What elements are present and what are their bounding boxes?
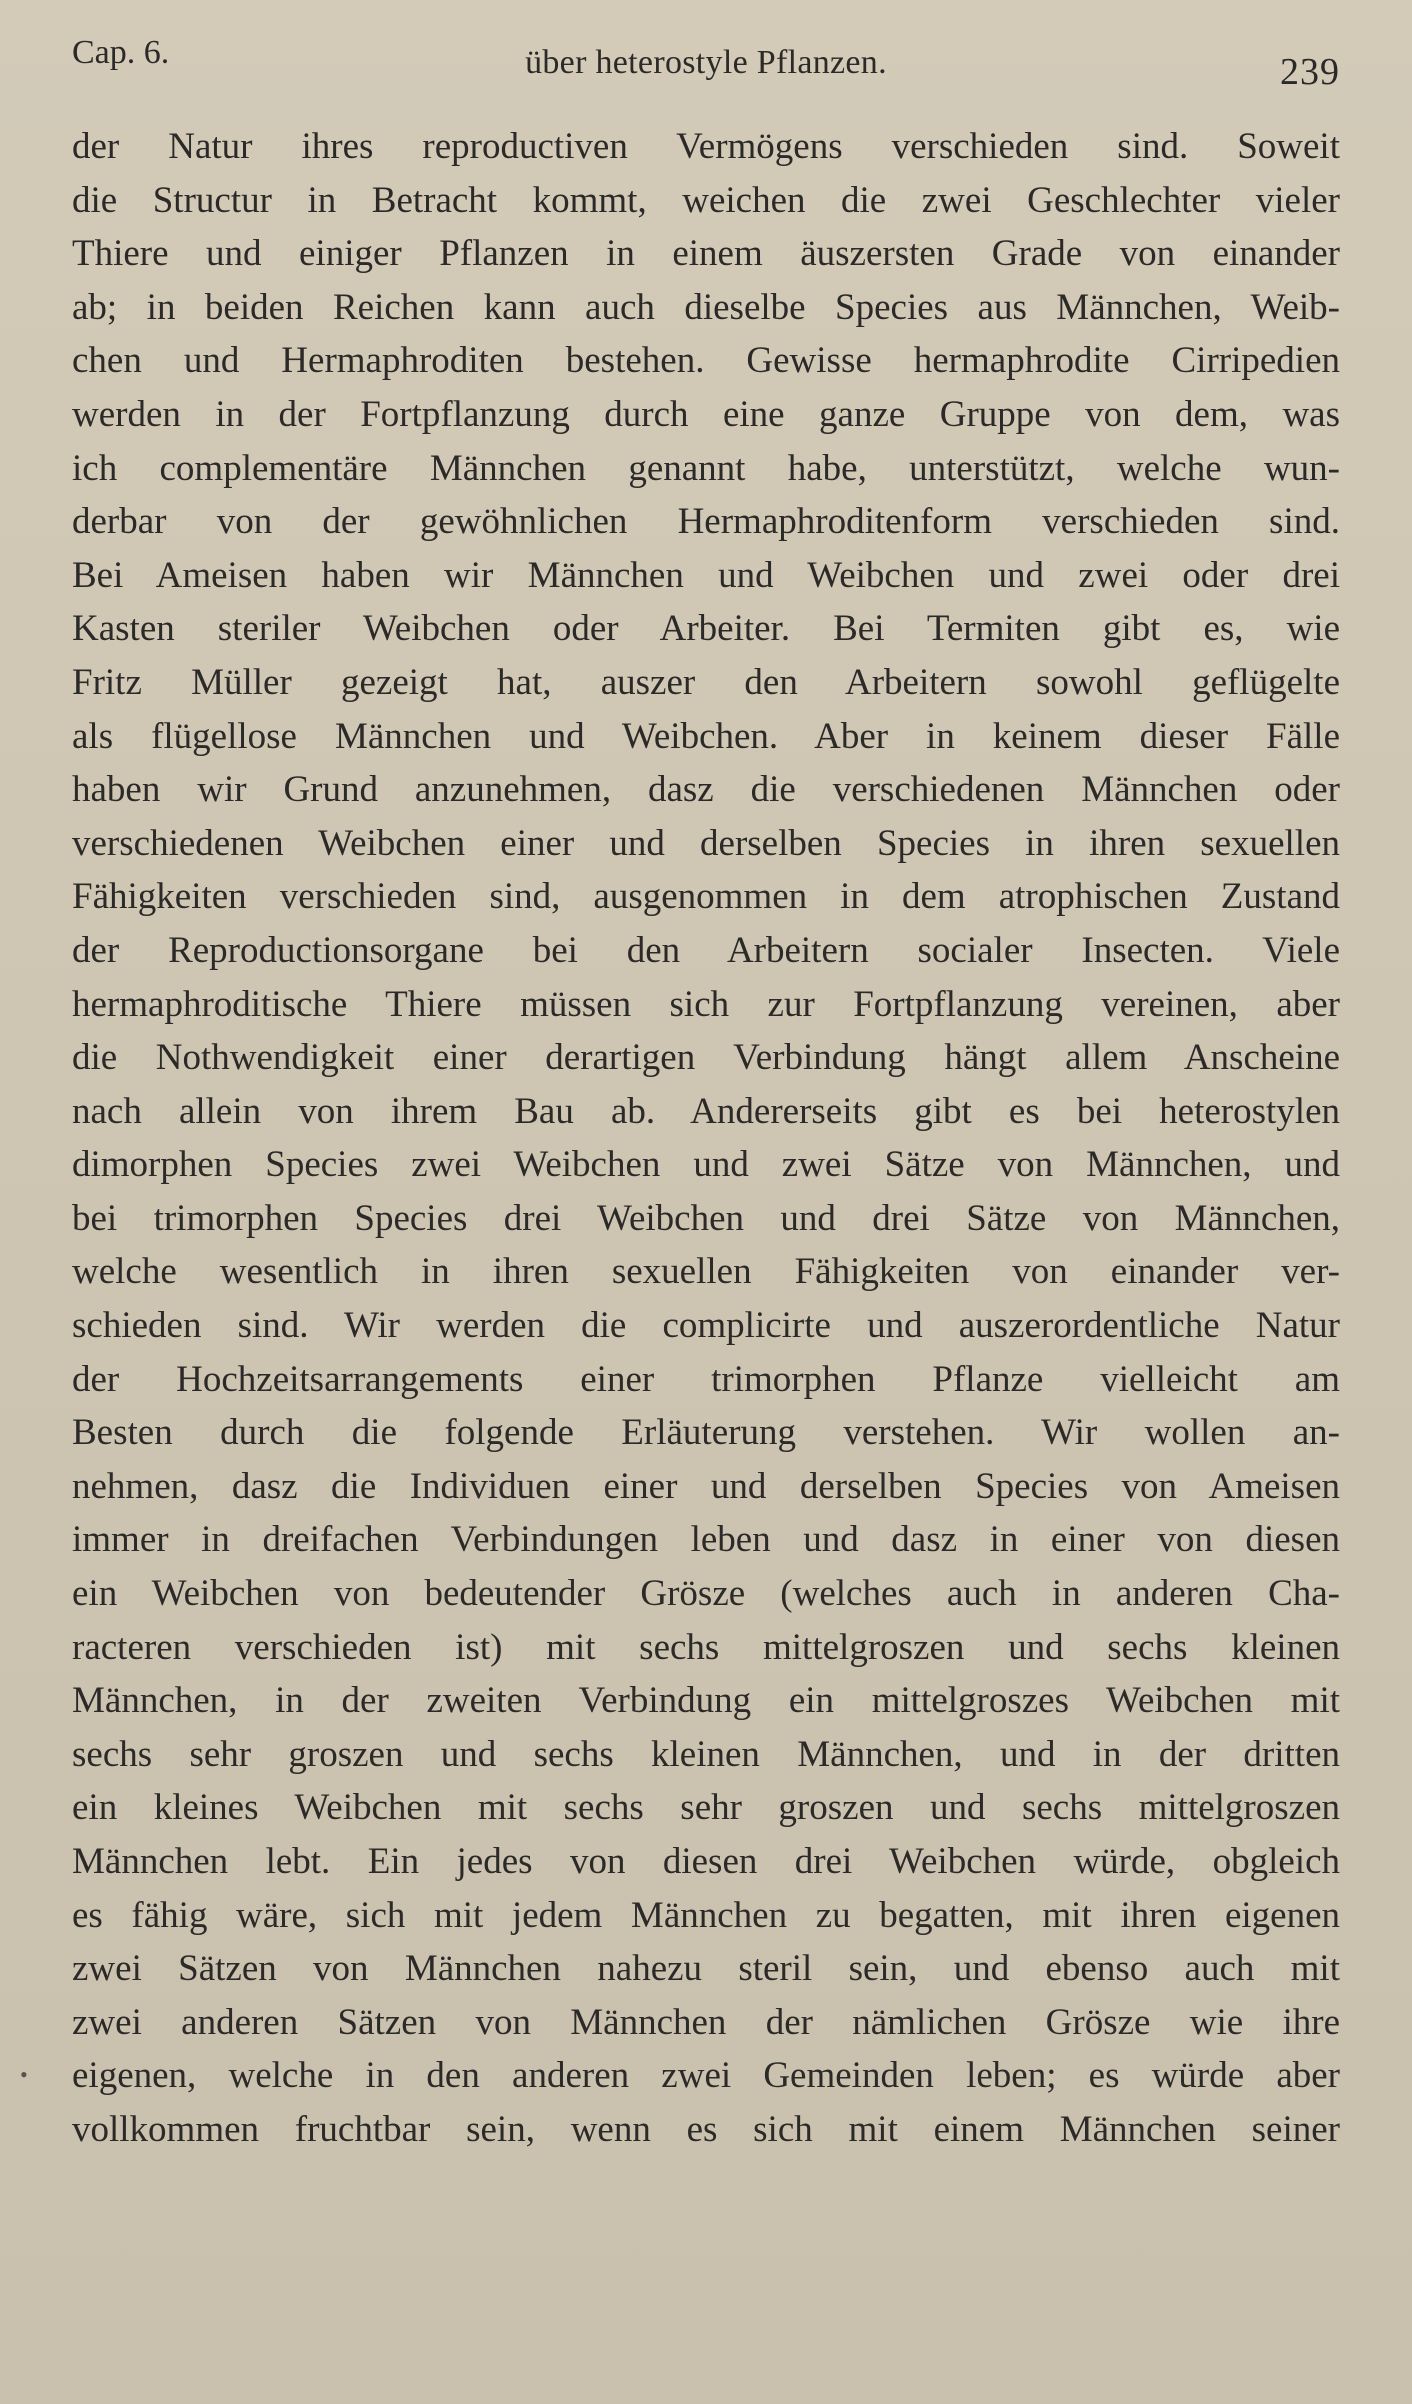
text-line: es fähig wäre, sich mit jedem Männchen zu begatten, mit ihren eigenen xyxy=(72,1894,1340,1936)
text-line: der Reproductionsorgane bei den Arbeitern socialer Insecten. Viele xyxy=(72,929,1340,971)
text-line: zwei Sätzen von Männchen nahezu steril sein, und ebenso auch mit xyxy=(72,1948,1340,1990)
text-line: dimorphen Species zwei Weibchen und zwei Sätze von Männchen, und xyxy=(72,1144,1340,1186)
text-line: ein kleines Weibchen mit sechs sehr groszen und sechs mittelgroszen xyxy=(72,1787,1340,1829)
text-line: Männchen lebt. Ein jedes von diesen drei Weibchen würde, obgleich xyxy=(72,1841,1340,1882)
text-line: sechs sehr groszen und sechs kleinen Männchen, und in der dritten xyxy=(72,1733,1340,1775)
text-line: chen und Hermaphroditen bestehen. Gewisse hermaphrodite Cirripedien xyxy=(72,340,1340,382)
text-line: Kasten steriler Weibchen oder Arbeiter. Bei Termiten gibt es, wie xyxy=(72,608,1340,650)
text-line: verschiedenen Weibchen einer und derselben Species in ihren sexuellen xyxy=(72,822,1340,864)
text-line: die Structur in Betracht kommt, weichen die zwei Geschlechter vieler xyxy=(72,179,1340,221)
text-line: racteren verschieden ist) mit sechs mittelgroszen und sechs kleinen xyxy=(72,1626,1340,1668)
text-line: Männchen, in der zweiten Verbindung ein mittelgroszes Weibchen mit xyxy=(72,1680,1340,1722)
page-header xyxy=(72,26,1340,93)
text-line: haben wir Grund anzunehmen, dasz die verschiedenen Männchen oder xyxy=(72,769,1340,811)
text-line: Fritz Müller gezeigt hat, auszer den Arbeitern sowohl geflügelte xyxy=(72,661,1340,703)
page-number: 239 xyxy=(1280,51,1340,93)
text-line: schieden sind. Wir werden die complicirte und auszerordentliche Natur xyxy=(72,1305,1340,1347)
text-line: bei trimorphen Species drei Weibchen und drei Sätze von Männchen, xyxy=(72,1197,1340,1239)
text-line: ein Weibchen von bedeutender Grösze (welches auch in anderen Cha- xyxy=(72,1573,1340,1615)
text-line: hermaphroditische Thiere müssen sich zur Fortpflanzung vereinen, aber xyxy=(72,983,1340,1025)
text-line: die Nothwendigkeit einer derartigen Verbindung hängt allem Anscheine xyxy=(72,1037,1340,1079)
text-line: Besten durch die folgende Erläuterung verstehen. Wir wollen an- xyxy=(72,1412,1340,1454)
chapter-label: Cap. 6. xyxy=(72,34,170,71)
text-line: immer in dreifachen Verbindungen leben und dasz in einer von diesen xyxy=(72,1519,1340,1561)
text-line: nach allein von ihrem Bau ab. Andererseits gibt es bei heterostylen xyxy=(72,1090,1340,1132)
text-line: der Natur ihres reproductiven Vermögens verschieden sind. Soweit xyxy=(72,126,1340,167)
text-line: welche wesentlich in ihren sexuellen Fähigkeiten von einander ver- xyxy=(72,1251,1340,1293)
margin-dot-mark: • xyxy=(20,2062,28,2087)
text-line: Fähigkeiten verschieden sind, ausgenommen in dem atrophischen Zustand xyxy=(72,876,1340,918)
text-line: eigenen, welche in den anderen zwei Gemeinden leben; es würde aber xyxy=(72,2055,1340,2097)
text-line: der Hochzeitsarrangements einer trimorphen Pflanze vielleicht am xyxy=(72,1358,1340,1400)
text-line: vollkommen fruchtbar sein, wenn es sich mit einem Männchen seiner xyxy=(72,2108,1340,2150)
text-line: Bei Ameisen haben wir Männchen und Weibchen und zwei oder drei xyxy=(72,554,1340,596)
text-line: zwei anderen Sätzen von Männchen der nämlichen Grösze wie ihre xyxy=(72,2001,1340,2043)
text-line: ich complementäre Männchen genannt habe, unterstützt, welche wun- xyxy=(72,447,1340,489)
text-line: nehmen, dasz die Individuen einer und derselben Species von Ameisen xyxy=(72,1465,1340,1507)
text-line: Thiere und einiger Pflanzen in einem äuszersten Grade von einander xyxy=(72,233,1340,275)
text-line: als flügellose Männchen und Weibchen. Aber in keinem dieser Fälle xyxy=(72,715,1340,757)
body-text xyxy=(72,120,1340,2157)
running-title: über heterostyle Pflanzen. xyxy=(525,44,887,81)
text-line: derbar von der gewöhnlichen Hermaphroditenform verschieden sind. xyxy=(72,501,1340,543)
text-line: werden in der Fortpflanzung durch eine ganze Gruppe von dem, was xyxy=(72,393,1340,435)
text-line: ab; in beiden Reichen kann auch dieselbe Species aus Männchen, Weib- xyxy=(72,286,1340,328)
